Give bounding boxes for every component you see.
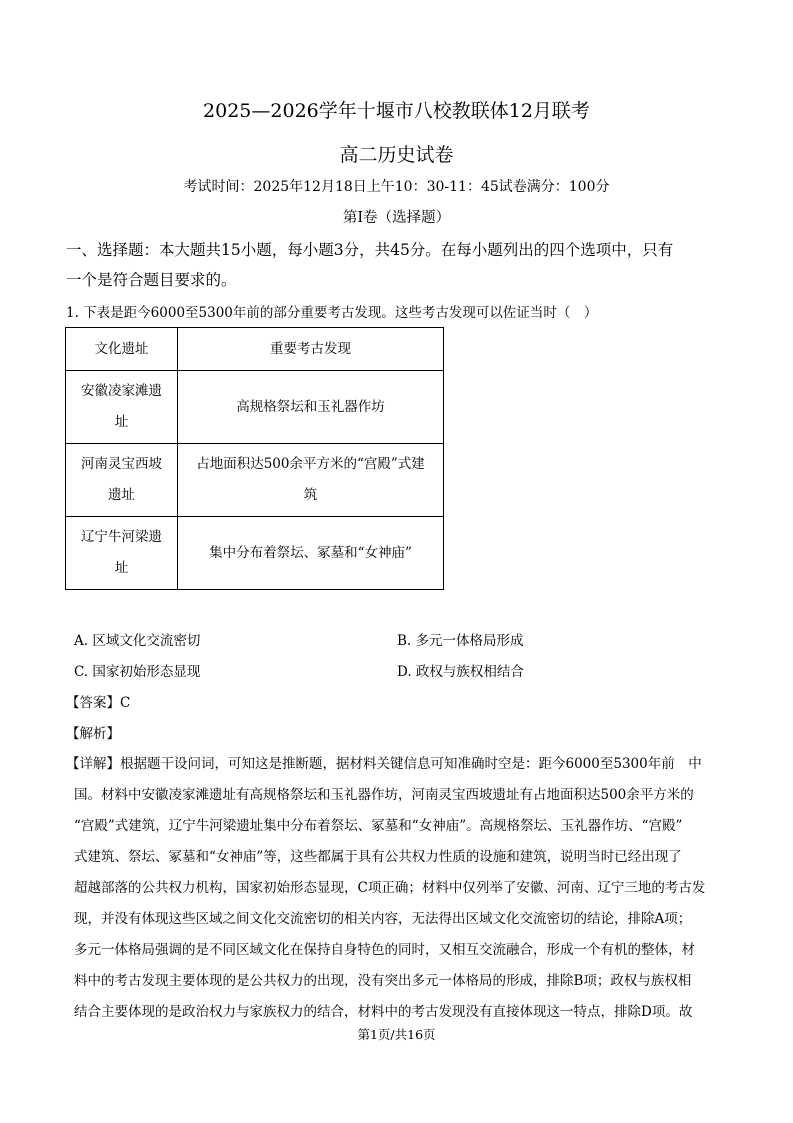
finding-text-line: 占地面积达500余平方米的“宫殿”式建: [196, 456, 425, 472]
archaeology-table: [65, 327, 444, 590]
page-number: 第1页/共16页: [357, 1027, 436, 1042]
exam-subtitle: 高二历史试卷: [339, 144, 454, 166]
table-cell-site: [66, 517, 178, 590]
site-text-line: 河南灵宝西坡: [81, 456, 162, 472]
detail-line: 结合主要体现的是政治权力与家族权力的结合，材料中的考古发现没有直接体现这一特点，排除D项。故: [74, 1004, 693, 1020]
detail-line: 【详解】根据题干设问词，可知这是推断题，据材料关键信息可知准确时空是：距今6000至5300年前 中: [66, 756, 702, 772]
answer-line: [66, 691, 130, 711]
section-instruction-line-2: 一个是符合题目要求的。: [66, 271, 237, 289]
site-text-line: 辽宁牛河梁遗: [81, 529, 162, 545]
analysis-label: 【解析】: [66, 726, 120, 742]
table-header-site: 文化遗址: [66, 328, 178, 371]
exam-title: 2025—2026学年十堰市八校教联体12月联考: [203, 100, 590, 122]
table-cell-finding: [178, 444, 444, 517]
table-row: [66, 371, 444, 444]
answer-label: 【答案】: [66, 695, 120, 711]
volume-heading: 第Ⅰ卷（选择题）: [342, 210, 451, 226]
option-a: A. 区域文化交流密切: [74, 633, 201, 649]
table-cell-finding: [178, 517, 444, 590]
detail-line: 国。材料中安徽凌家滩遗址有高规格祭坛和玉礼器作坊，河南灵宝西坡遗址有占地面积达500余平方米的: [74, 787, 694, 803]
finding-text-line: 筑: [303, 487, 318, 503]
detail-line: 现，并没有体现这些区域之间文化交流密切的相关内容，无法得出区域文化交流密切的结论，排除A项；: [74, 911, 692, 927]
detail-line: 超越部落的公共权力机构，国家初始形态显现，C项正确；材料中仅列举了安徽、河南、辽宁三地的考古发: [74, 880, 706, 896]
detail-line: 料中的考古发现主要体现的是公共权力的出现，没有突出多元一体格局的形成，排除B项；政权与族权相: [74, 973, 692, 989]
site-text-line: 遗址: [108, 487, 135, 503]
section-instruction-line-1: 一、选择题：本大题共15小题，每小题3分，共45分。在每小题列出的四个选项中，只有: [66, 241, 674, 259]
table-cell-finding: [178, 371, 444, 444]
table-cell-site: [66, 371, 178, 444]
table-row: [66, 517, 444, 590]
site-text-line: 安徽凌家滩遗: [81, 383, 162, 399]
table-row: [66, 444, 444, 517]
finding-text-line: 集中分布着祭坛、冢墓和“女神庙”: [209, 544, 412, 561]
site-text-line: 址: [114, 560, 129, 576]
table-header-row: [66, 328, 444, 371]
finding-text-line: 高规格祭坛和玉礼器作坊: [236, 398, 385, 415]
option-b: B. 多元一体格局形成: [397, 633, 524, 649]
option-c: C. 国家初始形态显现: [74, 664, 201, 680]
table-header-finding: 重要考古发现: [178, 328, 444, 371]
detail-line: “宫殿”式建筑，辽宁牛河梁遗址集中分布着祭坛、冢墓和“女神庙”。高规格祭坛、玉礼器作坊、“宫殿”: [74, 818, 683, 834]
site-text-line: 址: [114, 414, 129, 430]
answer-value: C: [120, 695, 131, 711]
detail-line: 多元一体格局强调的是不同区域文化在保持自身特色的同时，又相互交流融合，形成一个有机的整体，材: [74, 942, 695, 958]
question-stem: 1. 下表是距今6000至5300年前的部分重要考古发现。这些考古发现可以佐证当时（ ）: [66, 305, 598, 321]
option-d: D. 政权与族权相结合: [397, 664, 524, 680]
table-cell-site: [66, 444, 178, 517]
exam-info: 考试时间：2025年12月18日上午10：30-11：45试卷满分：100分: [183, 179, 610, 195]
detail-line: 式建筑、祭坛、冢墓和“女神庙”等，这些都属于具有公共权力性质的设施和建筑，说明当时已经出现了: [74, 849, 682, 865]
